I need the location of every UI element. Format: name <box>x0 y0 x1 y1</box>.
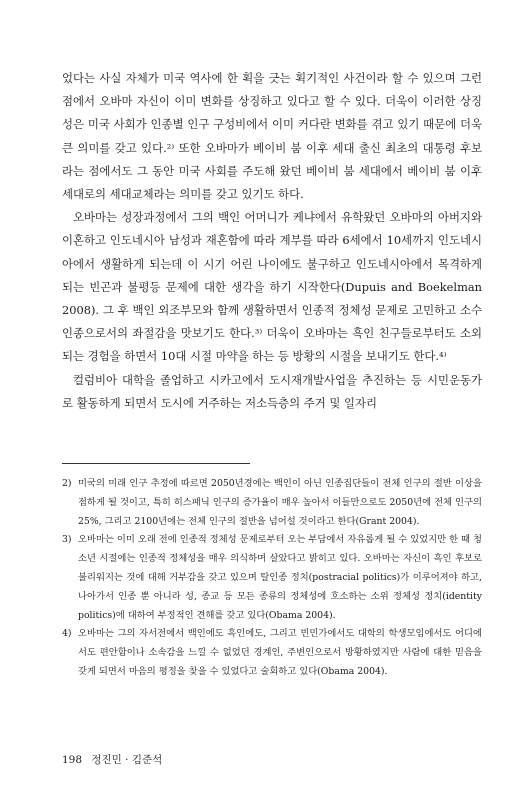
running-authors: 정진민 · 김준석 <box>91 754 163 766</box>
paragraph-2: 오바마는 성장과정에서 그의 백인 어머니가 케냐에서 유학왔던 오바마의 아버지와 이혼하고 인도네시아 남성과 재혼함에 따라 계부를 따라 6세에서 10세까지 인도네시아에서 생활하게 되는데 이 시기 어린 나이에도 불구하고 인도네시아에서 목격하게 되는 빈곤과 불평등 문제에 대한 생각을 하기 시작한다(Dupuis and Boekelman 2008). 그 후 백인 외조부모와 함께 생활하면서 인종적 정체성 문제로 고민하고 소수인종으로서의 좌절감을 맛보기도 한다.³⁾ 더욱이 오바마는 흑인 친구들로부터도 소외되는 경험을 하면서 10대 시절 마약을 하는 등 방황의 시절을 보내기도 한다.⁴⁾ <box>62 210 482 364</box>
footnote-number: 2) <box>62 478 72 489</box>
paragraph-1: 었다는 사실 자체가 미국 역사에 한 획을 긋는 획기적인 사건이라 할 수 있으며 그런 점에서 오바마 자신이 이미 변화를 상징하고 있다고 할 수 있다. 더욱이 이러한 상징성은 미국 사회가 인종별 인구 구성비에서 이미 커다란 변화를 겪고 있기 때문에 더욱 큰 의미를 갖고 있다.²⁾ 또한 오바마가 베이비 붐 이후 세대 출신 최초의 대통령 후보라는 점에서도 그 동안 미국 사회를 주도해 왔던 베이비 붐 세대에서 베이비 붐 이후 세대로의 세대교체라는 의미를 갖고 있기도 하다. <box>62 71 482 202</box>
footnotes <box>62 475 482 682</box>
footnote-divider <box>62 463 250 464</box>
footnote-text: 오바마는 그의 자서전에서 백인에도 흑인에도, 그리고 빈민가에서도 대학의 학생모임에서도 어디에서도 편안함이나 소속감을 느낄 수 없었던 경계인, 주변인으로서 방황하였지만 사람에 대한 믿음을 갖게 되면서 마음의 평정을 찾을 수 있었다고 술회하고 있다(Obama 2004). <box>78 628 482 677</box>
paragraph-3: 컬럼비아 대학을 졸업하고 시카고에서 도시재개발사업을 추진하는 등 시민운동가로 활동하게 되면서 도시에 거주하는 저소득층의 주거 및 일자리 <box>62 372 482 410</box>
page-footer <box>62 752 168 767</box>
footnote-text: 미국의 미래 인구 추정에 따르면 2050년경에는 백인이 아닌 인종집단들이 전체 인구의 절반 이상을 점하게 될 것이고, 특히 히스패닉 인구의 증가율이 매우 높아서 이들만으로도 2050년에 전체 인구의 25%, 그리고 2100년에는 전체 인구의 절반을 넘어설 것이라고 한다(Grant 2004). <box>78 478 482 527</box>
footnote-number: 3) <box>62 534 72 546</box>
footnote-4 <box>62 625 482 681</box>
page-number: 198 <box>62 754 83 766</box>
footnote-number: 4) <box>62 628 72 640</box>
body-text <box>62 67 482 415</box>
footnote-text: 오바마는 이미 오래 전에 인종적 정체성 문제로부터 오는 부담에서 자유롭게 될 수 있었지만 한 때 청소년 시절에는 인종적 정체성을 매우 의식하며 살았다고 밝히고 있다. 오바마는 자신이 흑인 후보로 불리워지는 것에 대해 거부감을 갖고 있으며 탈인종 정치(postracial politics)가 이루어져야 하고, 나아가서 인종 뿐 아니라 성, 종교 등 모든 종류의 정체성에 호소하는 소위 정체성 정치(identity politics)에 대하여 부정적인 견해를 갖고 있다(Obama 2004). <box>78 534 482 621</box>
footnote-2 <box>62 475 482 531</box>
footnote-3 <box>62 531 482 625</box>
